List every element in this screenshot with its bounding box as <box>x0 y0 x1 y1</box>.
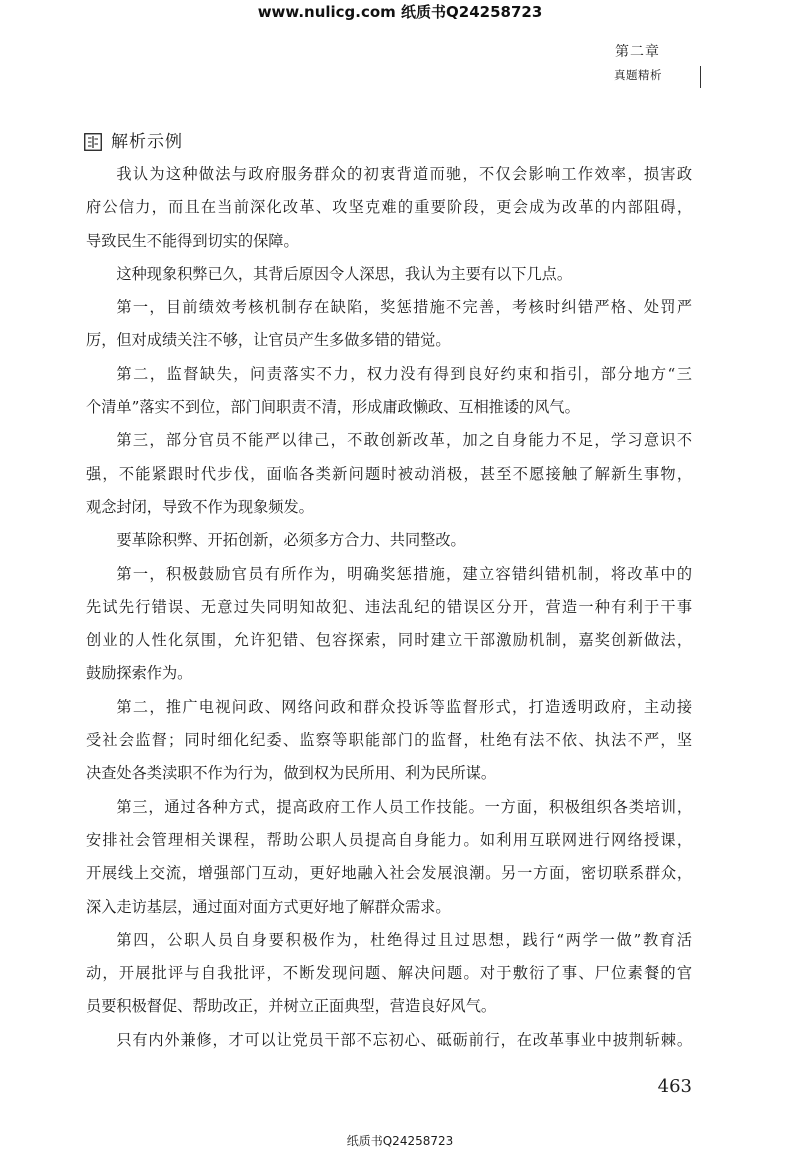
text-line: 观念封闭，导致不作为现象频发。 <box>86 497 314 516</box>
running-head-divider <box>700 66 701 88</box>
header-watermark: www.nulicg.com 纸质书Q24258723 <box>257 3 543 21</box>
paragraph <box>86 1024 692 1057</box>
text-line: 鼓励探索作为。 <box>86 664 193 683</box>
text-line: 安排社会管理相关课程，帮助公职人员提高自身能力。如利用互联网进行网络授课， <box>86 830 692 849</box>
paragraph <box>86 791 692 924</box>
section-title: 解析示例 <box>111 132 183 152</box>
text-line: 员要积极督促、帮助改正，并树立正面典型，营造良好风气。 <box>86 997 497 1016</box>
paragraph <box>86 158 692 258</box>
text-line: 强，不能紧跟时代步伐，面临各类新问题时被动消极，甚至不愿接触了解新生事物， <box>86 464 692 483</box>
text-line: 要革除积弊、开拓创新，必须多方合力、共同整改。 <box>116 531 466 550</box>
page-number: 463 <box>657 1076 692 1097</box>
section-heading <box>84 131 183 153</box>
text-line: 第二，推广电视问政、网络问政和群众投诉等监督形式，打造透明政府，主动接 <box>116 697 692 716</box>
paragraph <box>86 691 692 791</box>
paragraph <box>86 291 692 358</box>
text-line: 决查处各类渎职不作为行为，做到权为民所用、利为民所谋。 <box>86 764 497 783</box>
text-line: 创业的人性化氛围，允许犯错、包容探索，同时建立干部激励机制，嘉奖创新做法， <box>86 631 692 650</box>
text-line: 深入走访基层，通过面对面方式更好地了解群众需求。 <box>86 897 451 916</box>
text-line: 开展线上交流，增强部门互动，更好地融入社会发展浪潮。另一方面，密切联系群众， <box>86 864 692 883</box>
paragraph <box>86 424 692 524</box>
text-line: 府公信力，而且在当前深化改革、攻坚克难的重要阶段，更会成为改革的内部阻碍， <box>86 198 692 217</box>
text-line: 只有内外兼修，才可以让党员干部不忘初心、砥砺前行，在改革事业中披荆斩棘。 <box>116 1030 692 1049</box>
text-line: 个清单”落实不到位，部门间职责不清，形成庸政懒政、互相推诿的风气。 <box>86 398 580 417</box>
text-line: 第一，积极鼓励官员有所作为，明确奖惩措施，建立容错纠错机制，将改革中的 <box>116 564 692 583</box>
text-line: 我认为这种做法与政府服务群众的初衷背道而驰，不仅会影响工作效率，损害政 <box>116 165 692 183</box>
text-line: 这种现象积弊已久，其背后原因令人深思，我认为主要有以下几点。 <box>116 264 573 283</box>
text-line: 第二，监督缺失，问责落实不力，权力没有得到良好约束和指引，部分地方“三 <box>116 364 692 383</box>
text-line: 受社会监督；同时细化纪委、监察等职能部门的监督，杜绝有法不依、执法不严，坚 <box>86 731 692 750</box>
paragraph <box>86 924 692 1024</box>
body-text <box>86 158 692 1057</box>
footer-watermark: 纸质书Q24258723 <box>346 1134 454 1148</box>
text-line: 动，开展批评与自我批评，不断发现问题、解决问题。对于敷衍了事、尸位素餐的官 <box>86 964 692 983</box>
text-line: 厉，但对成绩关注不够，让官员产生多做多错的错觉。 <box>86 331 451 350</box>
paragraph <box>86 358 692 425</box>
text-line: 第三，通过各种方式，提高政府工作人员工作技能。一方面，积极组织各类培训， <box>116 797 692 816</box>
running-head-section: 真题精析 <box>614 68 662 82</box>
text-line: 先试先行错误、无意过失同明知故犯、违法乱纪的错误区分开，营造一种有利于干事 <box>86 597 692 616</box>
paragraph <box>86 558 692 691</box>
text-line: 导致民生不能得到切实的保障。 <box>86 231 299 250</box>
document-icon <box>84 133 102 151</box>
text-line: 第四，公职人员自身要积极作为，杜绝得过且过思想，践行“两学一做”教育活 <box>116 930 692 949</box>
running-head-chapter: 第二章 <box>615 44 660 60</box>
text-line: 第一，目前绩效考核机制存在缺陷，奖惩措施不完善，考核时纠错严格、处罚严 <box>116 298 692 317</box>
paragraph <box>86 524 692 557</box>
text-line: 第三，部分官员不能严以律己，不敢创新改革，加之自身能力不足，学习意识不 <box>116 431 692 450</box>
paragraph <box>86 258 692 291</box>
